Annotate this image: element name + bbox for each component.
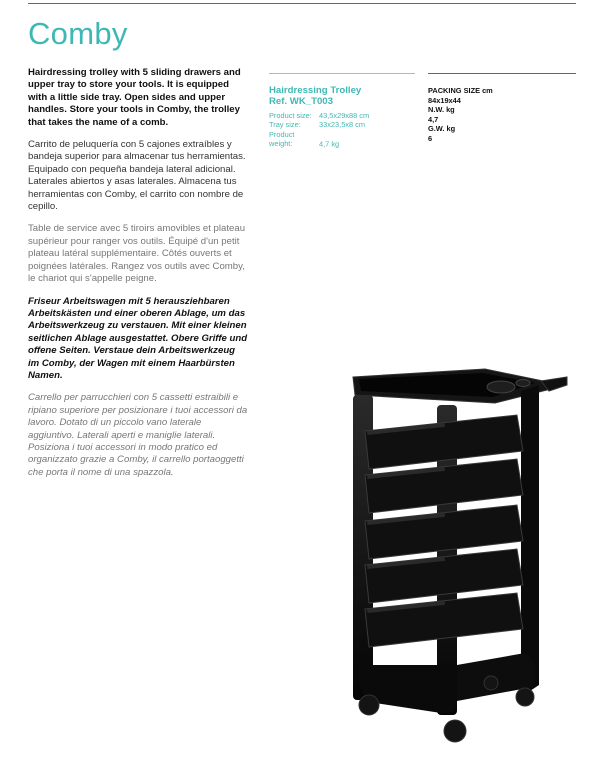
top-divider <box>28 3 576 4</box>
packing-heading: PACKING SIZE cm <box>428 86 493 95</box>
spec-row-weight <box>269 130 415 149</box>
packing-block <box>428 73 576 144</box>
packing-nw-label: N.W. kg <box>428 105 455 115</box>
product-ref: Ref. WK_T003 <box>269 96 333 107</box>
spec-value: 33x23,5x8 cm <box>319 120 366 130</box>
description-column <box>28 67 248 489</box>
product-spec-block <box>269 73 415 149</box>
description-spanish: Carrito de peluquería con 5 cajones extraíbles y bandeja superior para almacenar tus herramientas. Equipado con pequeña bandeja lateral adicional. Laterales abiertos y asas laterales. Almacena tus herramientas con Comby, el carrito con nombre de cepillo. <box>28 139 246 213</box>
description-french: Table de service avec 5 tiroirs amovibles et plateau supérieur pour ranger vos outils. Équipé d'un petit plateau latéral supplémentaire. Côtés ouverts et poignées latérales. Rangez vos outils avec Comby, le chariot qui s'appelle peigne. <box>28 223 246 285</box>
description-english: Hairdressing trolley with 5 sliding drawers and upper tray to store your tools. It is equipped with a little side tray. Open sides and upper handles. Store your tools in Comby, the trolley that takes the name of a comb. <box>28 67 241 128</box>
trolley-product-image <box>345 365 580 755</box>
page-title: Comby <box>28 16 128 51</box>
packing-gw-value: 6 <box>428 133 433 143</box>
spec-label: Product weight: <box>269 129 295 149</box>
description-italian: Carrello per parrucchieri con 5 cassetti estraibili e ripiano superiore per posizionare i tuoi accessori da lavoro. Dotato di un piccolo vano laterale aggiuntivo. Laterali aperti e maniglie laterali. Posiziona i tuoi accessori in modo pratico ed organizzato grazie a Comby, il carrello portaoggetti che porta il nome di una spazzola. <box>28 392 248 478</box>
spec-label: Product size: <box>269 111 312 120</box>
spec-row-tray <box>269 120 415 129</box>
packing-nw-value: 4,7 <box>428 114 439 124</box>
description-german: Friseur Arbeitswagen mit 5 herausziehbaren Arbeitskästen und einer oberen Ablage, um das Arbeitswerkzeug zu verstauen. Mit einer kleinen seitlichen Ablage ausgestattet. Obere Griffe und offene Seiten. Verstaue dein Arbeitswerkzeug im Comby, der Wagen mit einem Haarbürsten Namen. <box>28 295 248 381</box>
spec-value: 4,7 kg <box>319 139 340 149</box>
product-name: Hairdressing Trolley <box>269 85 362 96</box>
spec-value: 43,5x29x88 cm <box>319 111 370 120</box>
packing-dims: 84x19x44 <box>428 95 461 105</box>
spec-row-size <box>269 111 415 120</box>
spec-label: Tray size: <box>269 120 301 130</box>
packing-gw-label: G.W. kg <box>428 124 456 134</box>
